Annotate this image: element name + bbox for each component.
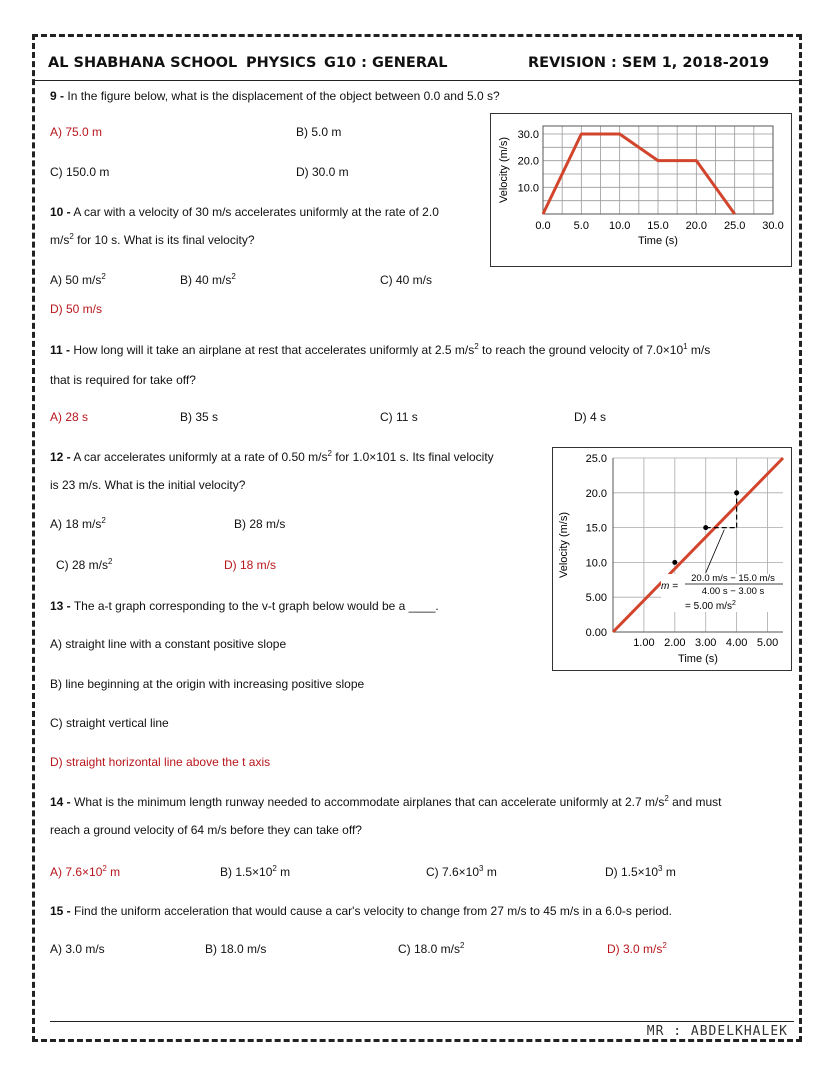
q12-option-d: D) 18 m/s: [224, 558, 277, 572]
subject: PHYSICS: [246, 55, 317, 71]
x-tick-label: 5.00: [756, 637, 779, 649]
x-tick-label: 4.00: [725, 637, 748, 649]
header-divider: [34, 80, 802, 81]
x-tick-label: 20.0: [685, 220, 708, 232]
grade: G10 : GENERAL: [324, 55, 448, 71]
question-15: 15 - Find the uniform acceleration that would cause a car's velocity to change from 27 m/s to 45 m/s in a 6.0-s period.: [50, 904, 672, 918]
q11-option-a: A) 28 s: [50, 410, 89, 424]
q10-option-a: A) 50 $m/s^2$: [50, 272, 106, 287]
x-tick-label: 30.0: [762, 220, 784, 232]
question-11: 11 - How long will it take an airplane at rest that accelerates uniformly at 2.5 $m/s^2$ to reach the ground velocity of $7.0\times 10^1$ m/s: [50, 342, 711, 357]
x-tick-label: 3.00: [695, 637, 717, 649]
footer-divider: [50, 1021, 794, 1022]
x-tick-label: 1.00: [633, 637, 655, 649]
x-axis-label: Time (s): [638, 235, 678, 247]
y-axis-label: Velocity (m/s): [498, 136, 510, 204]
q14-option-d: D) $1.5\times 10^3$ m: [605, 864, 676, 879]
q15-option-d: D) 3.0 $m/s^2$: [607, 941, 667, 956]
x-tick-label: 15.0: [647, 220, 669, 232]
y-tick-label: 30.0: [517, 129, 539, 141]
velocity-time-graph-1: [490, 113, 792, 267]
data-point: [703, 525, 708, 530]
y-tick-label: 20.0: [517, 155, 539, 168]
school-name: AL SHABHANA SCHOOL: [48, 55, 238, 71]
question-13: 13 - The a-t graph corresponding to the v-t graph below would be a ____.: [50, 599, 439, 613]
q14-option-b: B) $1.5\times 10^2$ m: [220, 864, 291, 879]
x-tick-label: 10.0: [608, 220, 631, 232]
q9-option-a: A) 75.0 m: [50, 125, 103, 139]
annotation-m: m =: [661, 581, 678, 592]
q13-option-a: A) straight line with a constant positive slope: [50, 637, 287, 651]
annotation-result: = 5.00 $m/s^2$: [685, 600, 736, 612]
question-14-line2: reach a ground velocity of 64 m/s before they can take off?: [50, 823, 362, 837]
question-11-line2: that is required for take off?: [50, 373, 196, 387]
author-footer: MR : ABDELKHALEK: [646, 1024, 788, 1039]
q14-option-a: A) $7.6\times 10^2$ m: [50, 864, 121, 879]
annotation-numerator: 20.0 m/s − 15.0 m/s: [691, 573, 775, 584]
y-tick-label: 5.00: [585, 592, 607, 605]
q9-option-c: C) 150.0 m: [50, 165, 110, 179]
q14-option-c: C) $7.6\times 10^3$ m: [426, 864, 497, 879]
question-9: 9 - In the figure below, what is the displacement of the object between 0.0 and 5.0 s?: [50, 89, 500, 103]
q13-option-c: C) straight vertical line: [50, 716, 169, 730]
annotation-result-exponent: 2: [731, 600, 736, 607]
y-tick-label: 0.00: [585, 627, 607, 639]
q9-option-d: D) 30.0 m: [296, 165, 349, 179]
q9-option-b: B) 5.0 m: [296, 125, 342, 139]
y-tick-label: 15.0: [585, 522, 607, 535]
data-point: [672, 560, 677, 565]
x-tick-label: 5.0: [573, 220, 589, 232]
page-header: [48, 55, 794, 79]
q12-option-b: B) 28 m/s: [234, 517, 286, 531]
revision: REVISION : SEM 1, 2018-2019: [528, 55, 770, 71]
question-10-line2: $m/s^2$ for 10 s. What is its final velocity?: [50, 232, 255, 247]
q15-option-c: C) 18.0 $m/s^2$: [398, 941, 465, 956]
q13-option-d: D) straight horizontal line above the t axis: [50, 755, 271, 769]
question-10: 10 - A car with a velocity of 30 m/s accelerates uniformly at the rate of 2.0: [50, 205, 439, 219]
question-14: 14 - What is the minimum length runway needed to accommodate airplanes that can accelerate uniformly at 2.7 $m/s^2$ and must: [50, 794, 722, 809]
q15-option-a: A) 3.0 m/s: [50, 942, 105, 956]
q11-option-b: B) 35 s: [180, 410, 219, 424]
y-axis-label: Velocity (m/s): [558, 511, 570, 579]
q10-option-b: B) 40 $m/s^2$: [180, 272, 236, 287]
q12-option-a: A) 18 $m/s^2$: [50, 516, 106, 531]
x-tick-label: 25.0: [723, 220, 746, 232]
q12-option-c: C) 28 $m/s^2$: [56, 557, 113, 572]
q10-option-d: D) 50 m/s: [50, 302, 103, 316]
q11-option-d: D) 4 s: [574, 410, 607, 424]
q11-option-c: C) 11 s: [380, 410, 418, 424]
y-tick-label: 10.0: [585, 557, 607, 570]
question-12-line2: is 23 m/s. What is the initial velocity?: [50, 478, 246, 492]
chart-2-svg: [553, 448, 791, 670]
y-tick-label: 20.0: [585, 487, 607, 500]
question-12: 12 - A car accelerates uniformly at a rate of 0.50 $m/s^2$ for 1.0×101 s. Its final velocity: [50, 449, 494, 464]
velocity-time-graph-2: [552, 447, 792, 671]
annotation-denominator: 4.00 s − 3.00 s: [701, 586, 765, 597]
x-axis-label: Time (s): [678, 653, 718, 665]
y-tick-label: 25.0: [585, 453, 607, 465]
x-tick-label: 2.00: [664, 637, 686, 649]
data-point: [734, 490, 739, 495]
q10-option-c: C) 40 m/s: [380, 273, 433, 287]
chart-1-svg: [491, 114, 791, 266]
q15-option-b: B) 18.0 m/s: [205, 942, 267, 956]
q13-option-b: B) line beginning at the origin with increasing positive slope: [50, 677, 365, 691]
x-tick-label: 0.0: [535, 220, 551, 232]
y-tick-label: 10.0: [517, 182, 539, 195]
